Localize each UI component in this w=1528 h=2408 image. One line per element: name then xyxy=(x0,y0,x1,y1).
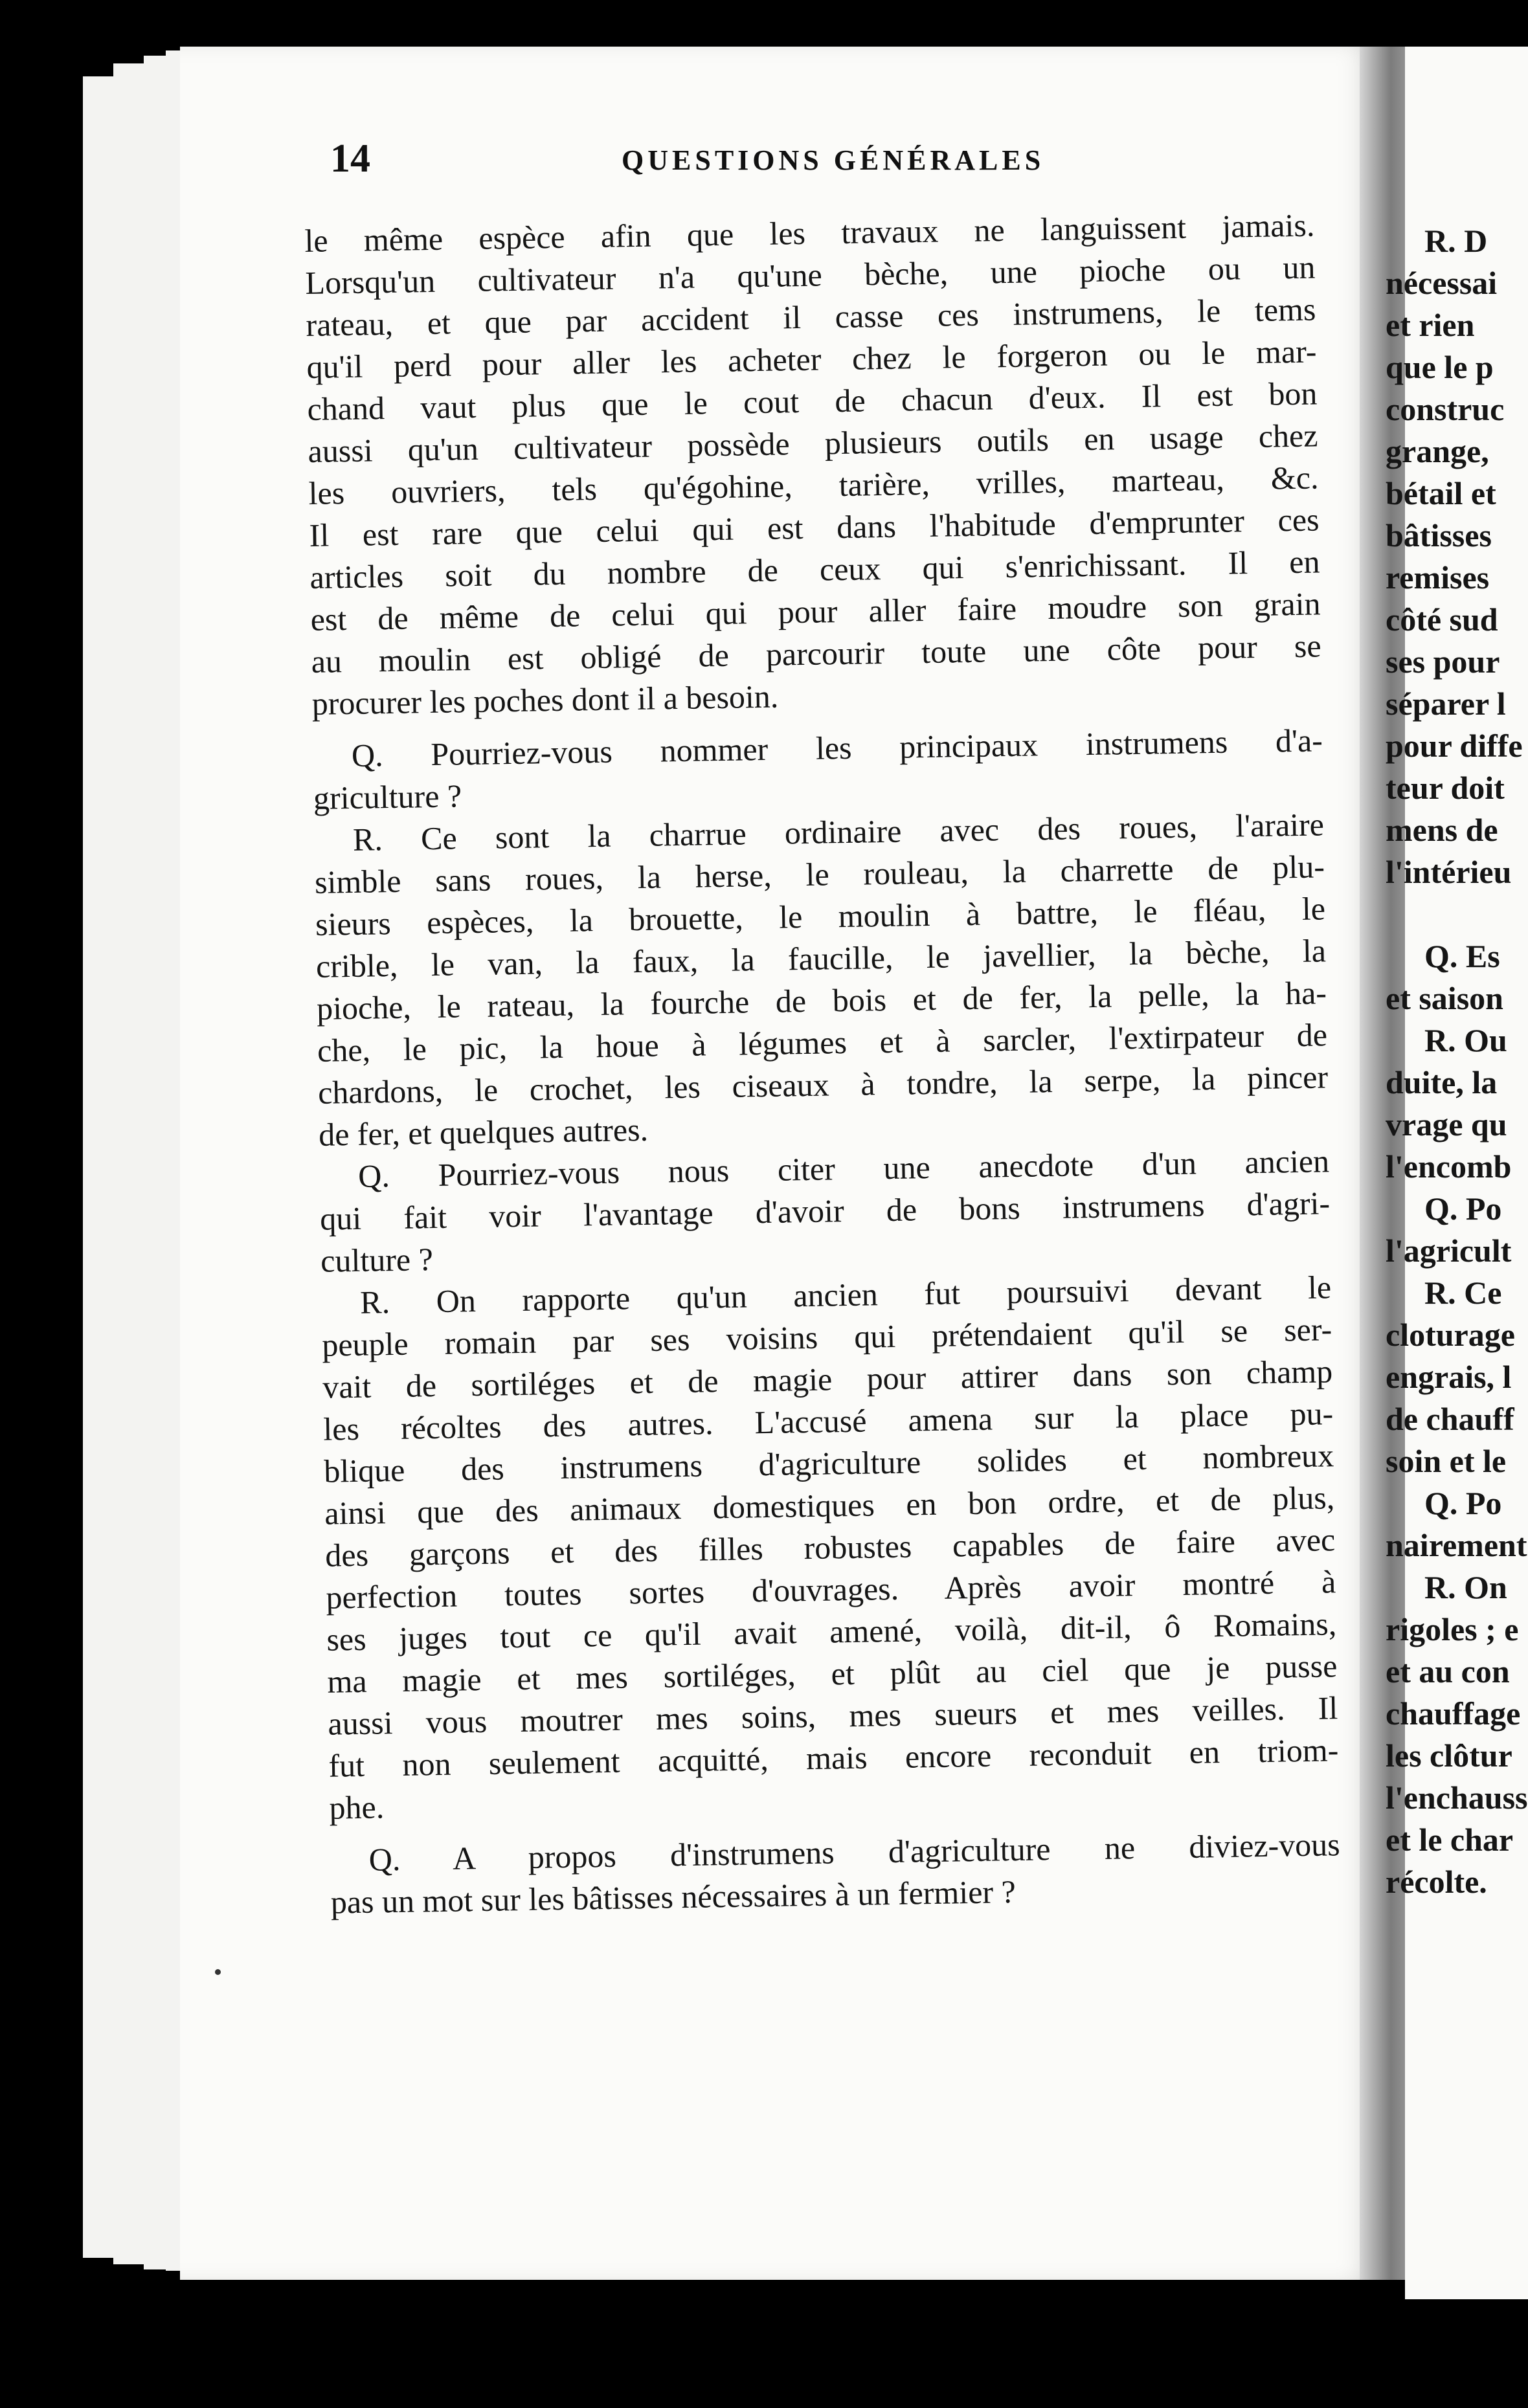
next-page-line: Q. Po xyxy=(1424,1190,1502,1227)
next-page-line: nairement xyxy=(1386,1527,1527,1563)
next-page-line: pour diffe xyxy=(1386,728,1523,764)
text-line: Q. Pourriez-vous nous citer une anecdote d'un ancien xyxy=(357,1143,1330,1194)
text-line: sieurs espèces, la brouette, le moulin à battre, le fléau, le xyxy=(315,890,1326,942)
next-page-line: soin et le xyxy=(1386,1443,1507,1479)
next-page-line: teur doit xyxy=(1386,770,1505,806)
next-page-line: et au con xyxy=(1386,1653,1510,1689)
next-page-line: R. Ce xyxy=(1424,1275,1502,1311)
text-line: vait de sortiléges et de magie pour attirer dans son champ xyxy=(322,1353,1333,1405)
text-line: R. Ce sont la charrue ordinaire avec des roues, l'araire xyxy=(352,806,1325,858)
text-line: le même espèce afin que les travaux ne languissent jamais. xyxy=(304,206,1315,259)
running-title: QUESTIONS GÉNÉRALES xyxy=(622,144,1045,176)
next-page-line: de chauff xyxy=(1386,1401,1514,1437)
next-page-line: vrage qu xyxy=(1386,1106,1507,1143)
next-page-line: que le p xyxy=(1386,349,1494,385)
next-page-line: mens de xyxy=(1386,812,1498,848)
next-page-line: bâtisses xyxy=(1386,517,1492,553)
next-page-line: bétail et xyxy=(1386,475,1496,511)
running-head xyxy=(330,136,1340,188)
next-page-line: R. D xyxy=(1424,223,1488,259)
next-page-line: et le char xyxy=(1386,1822,1514,1858)
text-line: Il est rare que celui qui est dans l'habitude d'emprunter ces xyxy=(309,501,1320,553)
text-line: au moulin est obligé de parcourir toute une côte pour se xyxy=(311,627,1321,680)
next-page-line: R. On xyxy=(1424,1569,1507,1605)
next-page-line xyxy=(1386,893,1528,935)
next-page-line: remises xyxy=(1386,559,1490,596)
text-line: est de même de celui qui pour aller faire moudre son grain xyxy=(310,585,1321,638)
text-line: perfection toutes sortes d'ouvrages. Après avoir montré à xyxy=(325,1563,1336,1616)
ink-speck xyxy=(215,1969,221,1975)
text-line: peuple romain par ses voisins qui prétendaient qu'il se ser- xyxy=(321,1311,1332,1363)
next-page-line: l'agricult xyxy=(1386,1232,1512,1269)
text-line: che, le pic, la houe à légumes et à sarcler, l'extirpateur de xyxy=(317,1016,1328,1069)
text-line: chardons, le crochet, les ciseaux à tondre, la serpe, la pincer xyxy=(317,1058,1329,1111)
text-line: pioche, le rateau, la fourche de bois et de fer, la pelle, la ha- xyxy=(316,974,1327,1027)
text-line: de fer, et quelques autres. xyxy=(318,1111,649,1153)
text-line: les récoltes des autres. L'accusé amena sur la place pu- xyxy=(322,1395,1334,1447)
text-line: R. On rapporte qu'un ancien fut poursuivi devant le xyxy=(359,1269,1332,1321)
next-page-line: cloturage xyxy=(1386,1317,1515,1353)
text-line: ses juges tout ce qu'il avait amené, voilà, dit-il, ô Romains, xyxy=(326,1605,1337,1658)
text-line: griculture ? xyxy=(313,777,462,816)
next-page-line: l'intérieu xyxy=(1386,854,1512,890)
next-page-line: rigoles ; e xyxy=(1386,1611,1519,1647)
text-line: phe. xyxy=(329,1789,385,1826)
text-line: crible, le van, la faux, la faucille, le javellier, la bèche, la xyxy=(315,932,1327,985)
text-line: pas un mot sur les bâtisses nécessaires à un fermier ? xyxy=(330,1873,1017,1921)
next-page-line: l'encomb xyxy=(1386,1148,1512,1185)
next-page-line: construc xyxy=(1386,391,1505,427)
text-line: fut non seulement acquitté, mais encore reconduit en triom- xyxy=(328,1732,1339,1784)
next-page-line: les clôtur xyxy=(1386,1737,1512,1774)
next-page-line: duite, la xyxy=(1386,1064,1498,1100)
next-page-line: et saison xyxy=(1386,980,1503,1016)
next-page-line: chauffage xyxy=(1386,1695,1521,1732)
text-line: des garçons et des filles robustes capables de faire avec xyxy=(324,1521,1336,1574)
next-page-line: ses pour xyxy=(1386,643,1500,680)
text-line: qui fait voir l'avantage d'avoir de bons instrumens d'agri- xyxy=(319,1185,1331,1237)
text-line: articles soit du nombre de ceux qui s'enrichissant. Il en xyxy=(309,543,1320,596)
text-line: qu'il perd pour aller les acheter chez le forgeron ou le mar- xyxy=(306,333,1317,385)
next-page-line: l'enchauss xyxy=(1386,1779,1528,1816)
text-line: les ouvriers, tels qu'égohine, tarière, vrilles, marteau, &c. xyxy=(308,459,1319,511)
text-line: ainsi que des animaux domestiques en bon ordre, et de plus, xyxy=(324,1479,1335,1532)
next-page-line: R. Ou xyxy=(1424,1022,1507,1058)
next-page-line: et rien xyxy=(1386,307,1475,343)
text-line: blique des instrumens d'agriculture solides et nombreux xyxy=(323,1437,1334,1489)
text-line: ma magie et mes sortiléges, et plût au ciel que je pusse xyxy=(327,1647,1338,1700)
next-page-line: grange, xyxy=(1386,433,1489,469)
page-number: 14 xyxy=(330,137,370,181)
text-line: aussi vous moutrer mes soins, mes sueurs et mes veilles. Il xyxy=(328,1689,1338,1742)
text-line: rateau, et que par accident il casse ces instrumens, le tems xyxy=(306,291,1316,343)
body-text xyxy=(304,204,1341,1923)
text-line: procurer les poches dont il a besoin. xyxy=(311,678,779,722)
next-page-line: Q. Po xyxy=(1424,1485,1502,1521)
next-page-line: engrais, l xyxy=(1386,1359,1512,1395)
text-line: Q. A propos d'instrumens d'agriculture ne diviez-vous xyxy=(368,1826,1341,1878)
next-page-line: séparer l xyxy=(1386,686,1506,722)
next-page-line: récolte. xyxy=(1386,1864,1487,1900)
next-page-line: Q. Es xyxy=(1424,938,1500,974)
next-page-text xyxy=(1386,220,1528,1903)
next-page-line: nécessai xyxy=(1386,265,1498,301)
text-line: chand vaut plus que le cout de chacun d'eux. Il est bon xyxy=(307,375,1318,427)
text-line: Lorsqu'un cultivateur n'a qu'une bèche, une pioche ou un xyxy=(305,249,1316,301)
next-page-line: côté sud xyxy=(1386,601,1498,638)
text-line: aussi qu'un cultivateur possède plusieurs outils en usage chez xyxy=(308,417,1318,469)
text-line: simble sans roues, la herse, le rouleau, la charrette de plu- xyxy=(314,848,1325,900)
text-line: Q. Pourriez-vous nommer les principaux instrumens d'a- xyxy=(351,722,1323,774)
text-line: culture ? xyxy=(320,1241,434,1279)
